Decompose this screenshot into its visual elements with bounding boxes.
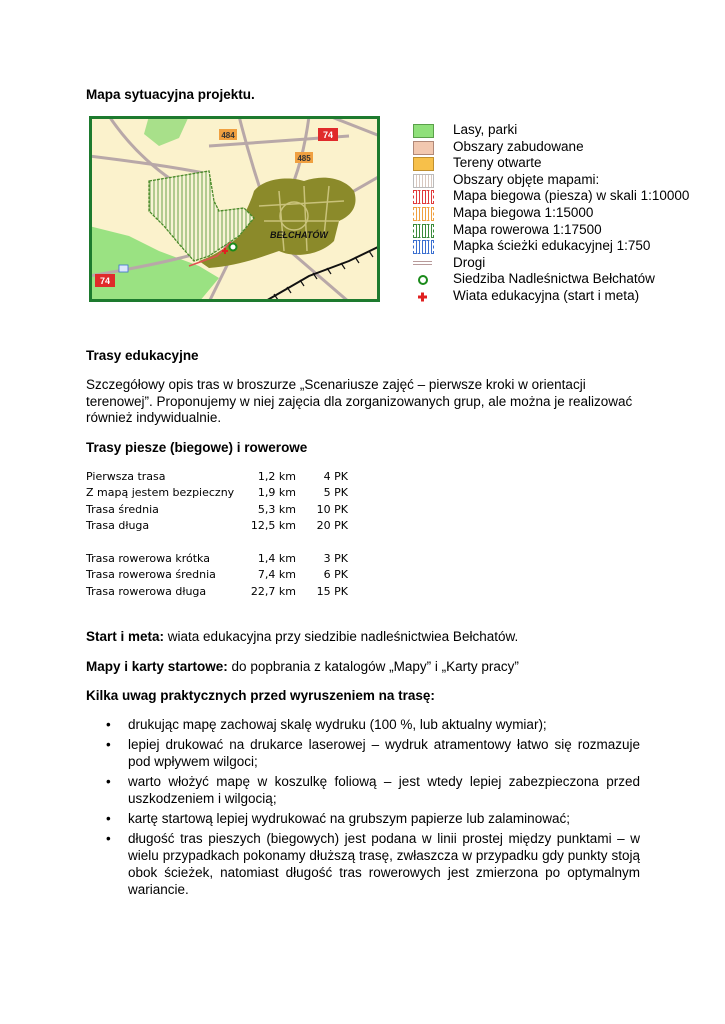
table-row: Trasa średnia 5,3 km 10 PK bbox=[86, 502, 348, 516]
bullet-icon: • bbox=[106, 737, 111, 752]
bullet-icon: • bbox=[106, 831, 111, 846]
start-finish-text: wiata edukacyjna przy siedzibie nadleśnictwiea Bełchatów. bbox=[164, 629, 519, 644]
trails-description: Szczegółowy opis tras w broszurze „Scenariusze zajęć – pierwsze kroki w orientacji terenowej”. Proponujemy w niej zajęcia dla zorganizowanych grup, ale można je realizować również indywidualnie. bbox=[86, 377, 633, 425]
table-row: Trasa rowerowa długa 22,7 km 15 PK bbox=[86, 584, 348, 598]
map-section-title: Mapa sytuacyjna projektu. bbox=[86, 87, 255, 102]
road-484-label: 484 bbox=[221, 131, 235, 140]
routes-heading: Trasy piesze (biegowe) i rowerowe bbox=[86, 440, 308, 455]
road-485-label: 485 bbox=[297, 154, 311, 163]
maps-cards-text: do popbrania z katalogów „Mapy” i „Karty pracy” bbox=[227, 659, 519, 674]
open-swatch bbox=[413, 157, 434, 171]
list-item: • długość tras pieszych (biegowych) jest podana w linii prostej między punktami – w wielu przypadkach pokonamy dłuższą trasę, zwłaszcza w przypadku gdy punkty stoją obok ścieżek, natomiast długość tras rowerowych jest zmierzona po optymalnym wariancie. bbox=[106, 831, 640, 897]
start-finish-label: Start i meta: bbox=[86, 629, 165, 644]
table-row: Trasa rowerowa krótka 1,4 km 3 PK bbox=[86, 552, 348, 565]
notes-heading: Kilka uwag praktycznych przed wyruszeniem na trasę: bbox=[86, 688, 435, 703]
city-label: BEŁCHATÓW bbox=[270, 230, 328, 240]
table-row: Trasa rowerowa średnia 7,4 km 6 PK bbox=[86, 568, 348, 582]
start-finish-line bbox=[86, 629, 518, 646]
table-row: Pierwsza trasa 1,2 km 4 PK bbox=[86, 470, 348, 483]
trails-heading: Trasy edukacyjne bbox=[86, 348, 199, 363]
forest-swatch bbox=[413, 124, 434, 138]
list-item: • warto włożyć mapę w koszulkę foliową – jest wtedy lepiej zabezpieczona przed uszkodzeniem i wilgocią; bbox=[106, 774, 640, 806]
red-cross-icon bbox=[413, 290, 432, 302]
blue-hatch-swatch bbox=[413, 240, 434, 254]
document-page: Mapa sytuacyjna projektu. 484 74 485 74 BEŁCHATÓW Lasy, parki Obszary zabudowane Tereny otwarte Obszary objęte mapami: Mapa biegowa (piesza) w skali 1:10000 Mapa biegowa 1:15000 Mapa rowerowa 1:17500 Mapka ścieżki edukacyjnej 1:750 Drogi Siedziba Nadleśnictwa Bełchatów Wiata edukacyjna (start i meta) Trasy edukacyjne Szczegółowy opis tras w broszurze „Scenariusze zajęć – pierwsze kroki w orientacji terenowej”. Proponujemy w niej zajęcia dla zorganizowanych grup, ale można je realizować również indywidualnie. Trasy piesze (biegowe) i rowerowe Pierwsza trasa 1,2 km 4 PK Z mapą jestem bezpieczny 1,9 km 5 PK Trasa średnia 5,3 km 10 PK Trasa długa 12,5 km 20 PK Trasa rowerowa krótka 1,4 km 3 PK Trasa rowerowa średnia 7,4 km 6 PK Trasa rowerowa długa 22,7 km 15 PK Start i meta: wiata edukacyjna przy siedzibie nadleśnictwiea Bełchatów. Mapy i karty startowe: do popbrania z katalogów „Mapy” i „Karty pracy” Kilka uwag praktycznych przed wyruszeniem na trasę: • drukując mapę zachowaj skalę wydruku (100 %, lub aktualny wymiar); • lepiej drukować na drukarce laserowej – wydruk atramentowy łatwo się rozmazuje pod wpływem wilgoci; • warto włożyć mapę w koszulkę foliową – jest wtedy lepiej zabezpieczona przed uszkodzeniem i wilgocią; • kartę startową lepiej wydrukować na grubszym papierze lub zalaminować; • długość tras pieszych (biegowych) jest podana w linii prostej między punktami – w wielu przypadkach pokonamy dłuższą trasę, zwłaszcza w przypadku gdy punkty stoją obok ścieżek, natomiast długość tras rowerowych jest zmierzona po optymalnym wariancie. bbox=[0, 0, 725, 1024]
blue-hatch-marker bbox=[119, 265, 128, 272]
table-row: Z mapą jestem bezpieczny 1,9 km 5 PK bbox=[86, 486, 348, 500]
walking-routes-table bbox=[86, 469, 348, 535]
maps-cards-label: Mapy i karty startowe: bbox=[86, 659, 228, 674]
green-circle-icon bbox=[230, 244, 237, 251]
green-circle-icon bbox=[418, 275, 428, 285]
road-74-top-label: 74 bbox=[322, 130, 334, 140]
notes-list bbox=[104, 716, 640, 901]
list-item: • drukując mapę zachowaj skalę wydruku (100 %, lub aktualny wymiar); bbox=[106, 717, 547, 732]
bullet-icon: • bbox=[106, 811, 111, 826]
list-item: • lepiej drukować na drukarce laserowej – wydruk atramentowy łatwo się rozmazuje pod wpływem wilgoci; bbox=[106, 737, 640, 769]
bullet-icon: • bbox=[106, 774, 111, 789]
mapped-swatch bbox=[413, 174, 434, 188]
maps-cards-line bbox=[86, 659, 519, 676]
green-hatch-swatch bbox=[413, 224, 434, 238]
orange-hatch-swatch bbox=[413, 207, 434, 221]
list-item: • kartę startową lepiej wydrukować na grubszym papierze lub zalaminować; bbox=[106, 811, 570, 826]
road-74-left-label: 74 bbox=[99, 276, 111, 286]
built-up-swatch bbox=[413, 141, 434, 155]
red-hatch-swatch bbox=[413, 190, 434, 204]
situational-map bbox=[89, 116, 380, 302]
bullet-icon: • bbox=[106, 717, 111, 732]
cycling-routes-table bbox=[86, 551, 348, 600]
table-row: Trasa długa 12,5 km 20 PK bbox=[86, 519, 348, 533]
road-line-icon bbox=[413, 261, 432, 265]
